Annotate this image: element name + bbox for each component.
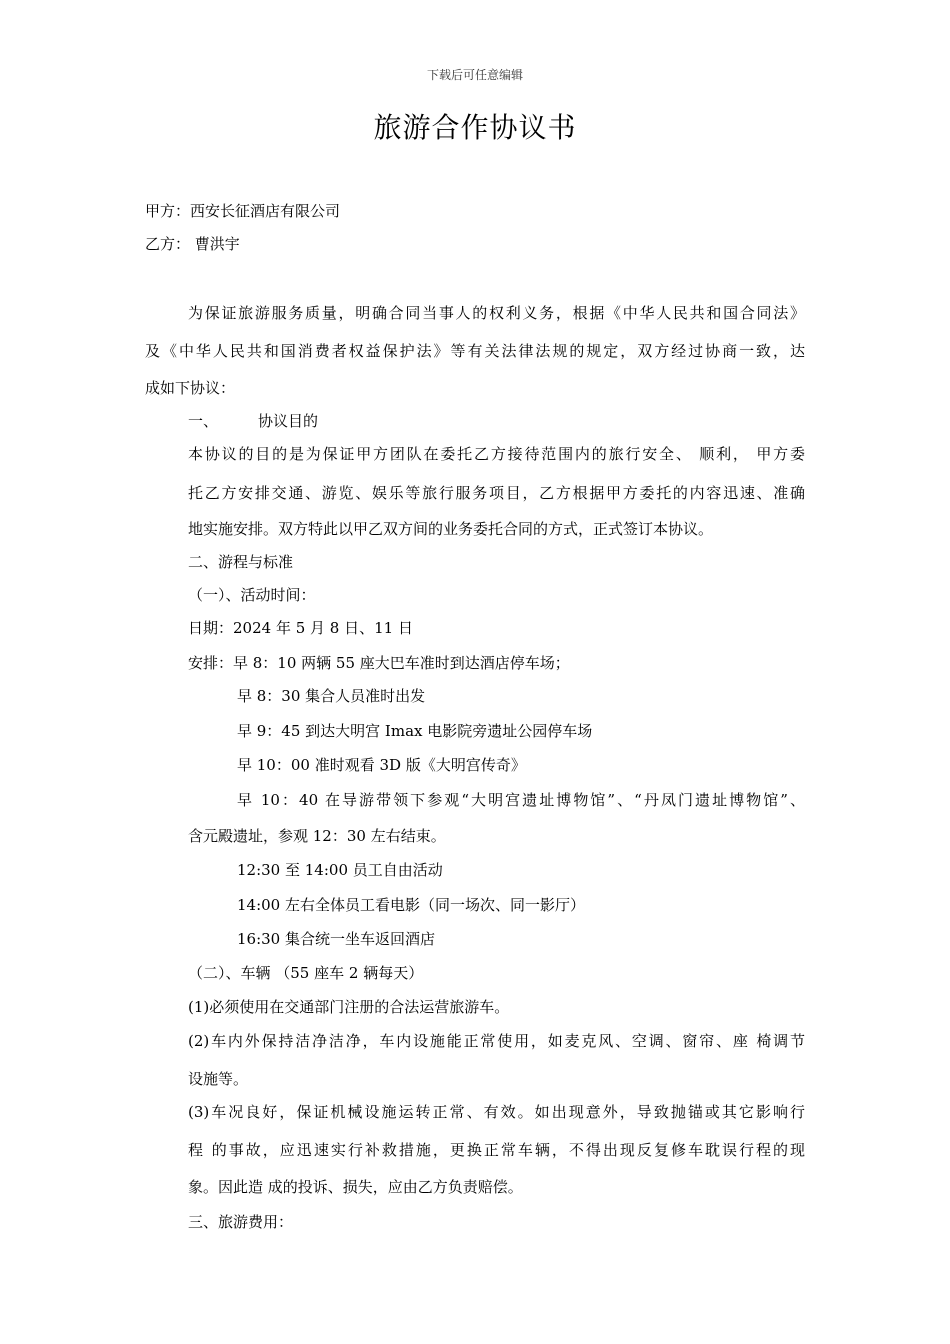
schedule-item: 16:30 集合统一坐车返回酒店 [237, 930, 435, 948]
section-1-line-2: 托乙方安排交通、游览、娱乐等旅行服务项目，乙方根据甲方委托的内容迅速、准确 [188, 484, 805, 502]
schedule-item: 12:30 至 14:00 员工自由活动 [237, 861, 443, 879]
section-2-sub-2: （二）、车辆 （55 座车 2 辆每天） [188, 964, 424, 982]
section-1-title: 协议目的 [258, 412, 319, 430]
vehicle-item: (1)必须使用在交通部门注册的合法运营旅游车。 [188, 998, 510, 1016]
vehicle-item: 象。因此造 成的投诉、损失，应由乙方负责赔偿。 [188, 1178, 523, 1196]
vehicle-item: 设施等。 [188, 1070, 249, 1088]
page-header: 下载后可任意编辑 [426, 68, 523, 82]
schedule-item: 含元殿遗址，参观 12：30 左右结束。 [188, 827, 446, 845]
schedule-item: 早 9：45 到达大明宫 Imax 电影院旁遗址公园停车场 [237, 722, 593, 740]
party-b: 乙方： 曹洪宇 [145, 235, 240, 253]
schedule-item: 14:00 左右全体员工看电影（同一场次、同一影厅） [237, 896, 585, 914]
document-title: 旅游合作协议书 [373, 111, 577, 144]
intro-line-1: 为保证旅游服务质量，明确合同当事人的权利义务，根据《中华人民共和国合同法》 [188, 304, 805, 322]
section-2-title: 二、游程与标准 [188, 553, 294, 571]
schedule-item: 安排：早 8：10 两辆 55 座大巴车准时到达酒店停车场； [188, 654, 570, 672]
section-3-title: 三、旅游费用： [188, 1213, 294, 1231]
vehicle-item: 程 的事故，应迅速实行补救措施，更换正常车辆，不得出现反复修车耽误行程的现 [188, 1141, 805, 1159]
schedule-item: 早 10：00 准时观看 3D 版《大明宫传奇》 [237, 756, 526, 774]
intro-line-3: 成如下协议： [145, 379, 236, 397]
section-1-heading [188, 411, 318, 431]
party-a: 甲方：西安长征酒店有限公司 [145, 202, 341, 220]
vehicle-item: (2)车内外保持洁净洁净，车内设施能正常使用，如麦克风、空调、窗帘、座 椅调节 [188, 1032, 805, 1050]
section-1-number: 一、 [188, 412, 219, 430]
section-1-line-3: 地实施安排。双方特此以甲乙双方间的业务委托合同的方式，正式签订本协议。 [188, 520, 714, 538]
vehicle-item: (3)车况良好，保证机械设施运转正常、有效。如出现意外，导致抛锚或其它影响行 [188, 1103, 805, 1121]
section-2-sub-1: （一）、活动时间： [188, 586, 316, 604]
schedule-item: 早 8：30 集合人员准时出发 [237, 687, 426, 705]
section-1-line-1: 本协议的目的是为保证甲方团队在委托乙方接待范围内的旅行安全、 顺利， 甲方委 [188, 445, 805, 463]
intro-line-2: 及《中华人民共和国消费者权益保护法》等有关法律法规的规定，双方经过协商一致，达 [145, 342, 805, 360]
activity-date: 日期：2024 年 5 月 8 日、11 日 [188, 619, 413, 637]
schedule-item: 早 10：40 在导游带领下参观“大明宫遗址博物馆”、“丹凤门遗址博物馆”、 [237, 791, 805, 809]
